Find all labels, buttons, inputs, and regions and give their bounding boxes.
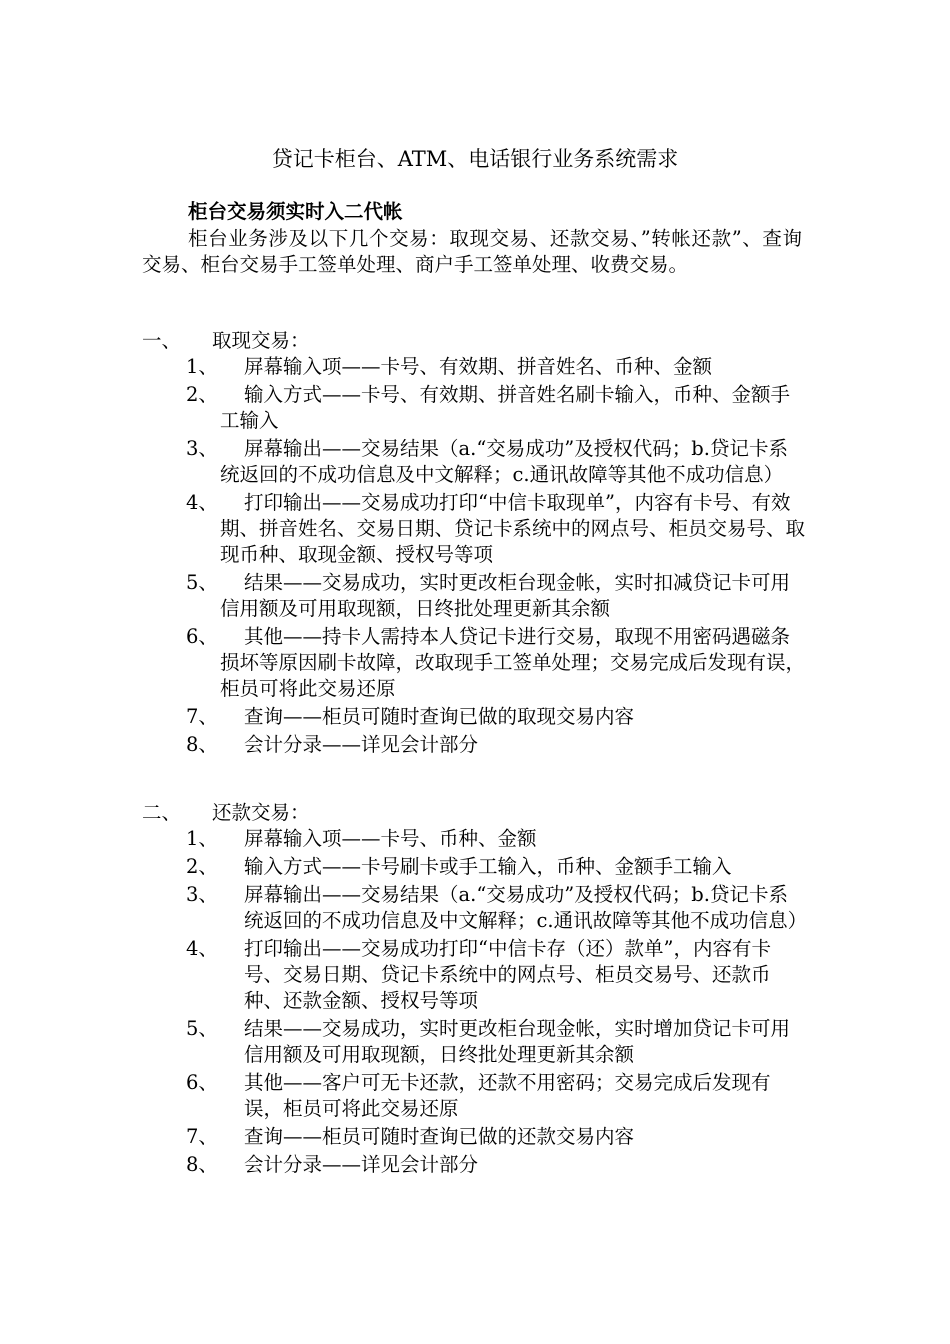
item-text: 打印输出——交易成功打印“中信卡存（还）款单”，内容有卡号、交易日期、贷记卡系统中的网点号、柜员交易号、还款币种、还款金额、授权号等项 — [244, 937, 771, 1012]
item-number: 8、 — [186, 1153, 218, 1176]
item-number: 6、 — [186, 625, 218, 648]
item-text: 屏幕输出——交易结果（a.“交易成功”及授权代码；b.贷记卡系统返回的不成功信息及中文解释；c.通讯故障等其他不成功信息） — [220, 437, 788, 486]
item-number: 5、 — [186, 571, 218, 594]
section-title: 还款交易： — [212, 801, 310, 824]
list-item — [186, 1124, 806, 1150]
section-withdrawal-items — [186, 354, 806, 760]
item-number: 1、 — [186, 355, 218, 378]
section-heading: 柜台交易须实时入二代帐 — [188, 200, 403, 223]
item-text: 输入方式——卡号、有效期、拼音姓名刷卡输入，币种、金额手工输入 — [220, 383, 791, 432]
list-item — [186, 490, 806, 568]
intro-paragraph: 柜台业务涉及以下几个交易：取现交易、还款交易、”转帐还款”、查询交易、柜台交易手工签单处理、商户手工签单处理、收费交易。 — [142, 227, 802, 276]
list-item — [186, 882, 806, 934]
item-text: 屏幕输出——交易结果（a.“交易成功”及授权代码；b.贷记卡系统返回的不成功信息及中文解释；c.通讯故障等其他不成功信息） — [244, 883, 808, 932]
list-item — [186, 732, 806, 758]
list-item — [186, 936, 806, 1014]
item-text: 屏幕输入项——卡号、有效期、拼音姓名、币种、金额 — [244, 355, 713, 378]
item-text: 会计分录——详见会计部分 — [244, 1153, 479, 1176]
item-number: 5、 — [186, 1017, 218, 1040]
item-number: 3、 — [186, 883, 218, 906]
section-title: 取现交易： — [212, 329, 310, 352]
item-text: 查询——柜员可随时查询已做的还款交易内容 — [244, 1125, 635, 1148]
item-text: 结果——交易成功，实时更改柜台现金帐，实时增加贷记卡可用信用额及可用取现额，日终批处理更新其余额 — [244, 1017, 791, 1066]
list-item — [186, 1070, 806, 1122]
section-repayment-items — [186, 826, 806, 1180]
item-number: 3、 — [186, 437, 218, 460]
item-text: 其他——持卡人需持本人贷记卡进行交易，取现不用密码遇磁条损坏等原因刷卡故障，改取现手工签单处理；交易完成后发现有误，柜员可将此交易还原 — [220, 625, 806, 700]
list-item — [186, 1152, 806, 1178]
item-text: 打印输出——交易成功打印“中信卡取现单”，内容有卡号、有效期、拼音姓名、交易日期、贷记卡系统中的网点号、柜员交易号、取现币种、取现金额、授权号等项 — [220, 491, 806, 566]
list-item — [186, 854, 806, 880]
item-number: 1、 — [186, 827, 218, 850]
list-item — [186, 354, 806, 380]
list-item — [186, 826, 806, 852]
item-number: 6、 — [186, 1071, 218, 1094]
list-item — [186, 1016, 806, 1068]
item-text: 屏幕输入项——卡号、币种、金额 — [244, 827, 537, 850]
item-text: 会计分录——详见会计部分 — [244, 733, 479, 756]
list-item — [186, 570, 806, 622]
document-title: 贷记卡柜台、ATM、电话银行业务系统需求 — [271, 147, 679, 171]
item-number: 7、 — [186, 1125, 218, 1148]
list-item — [186, 624, 806, 702]
item-text: 输入方式——卡号刷卡或手工输入，币种、金额手工输入 — [244, 855, 732, 878]
section-number: 二、 — [142, 801, 182, 824]
list-item — [186, 436, 806, 488]
item-number: 7、 — [186, 705, 218, 728]
list-item — [186, 704, 806, 730]
item-number: 2、 — [186, 855, 218, 878]
list-item — [186, 382, 806, 434]
item-number: 4、 — [186, 937, 218, 960]
item-number: 8、 — [186, 733, 218, 756]
item-text: 结果——交易成功，实时更改柜台现金帐，实时扣减贷记卡可用信用额及可用取现额，日终批处理更新其余额 — [220, 571, 791, 620]
item-number: 4、 — [186, 491, 218, 514]
item-text: 其他——客户可无卡还款，还款不用密码；交易完成后发现有误，柜员可将此交易还原 — [244, 1071, 771, 1120]
item-text: 查询——柜员可随时查询已做的取现交易内容 — [244, 705, 635, 728]
section-number: 一、 — [142, 329, 182, 352]
item-number: 2、 — [186, 383, 218, 406]
